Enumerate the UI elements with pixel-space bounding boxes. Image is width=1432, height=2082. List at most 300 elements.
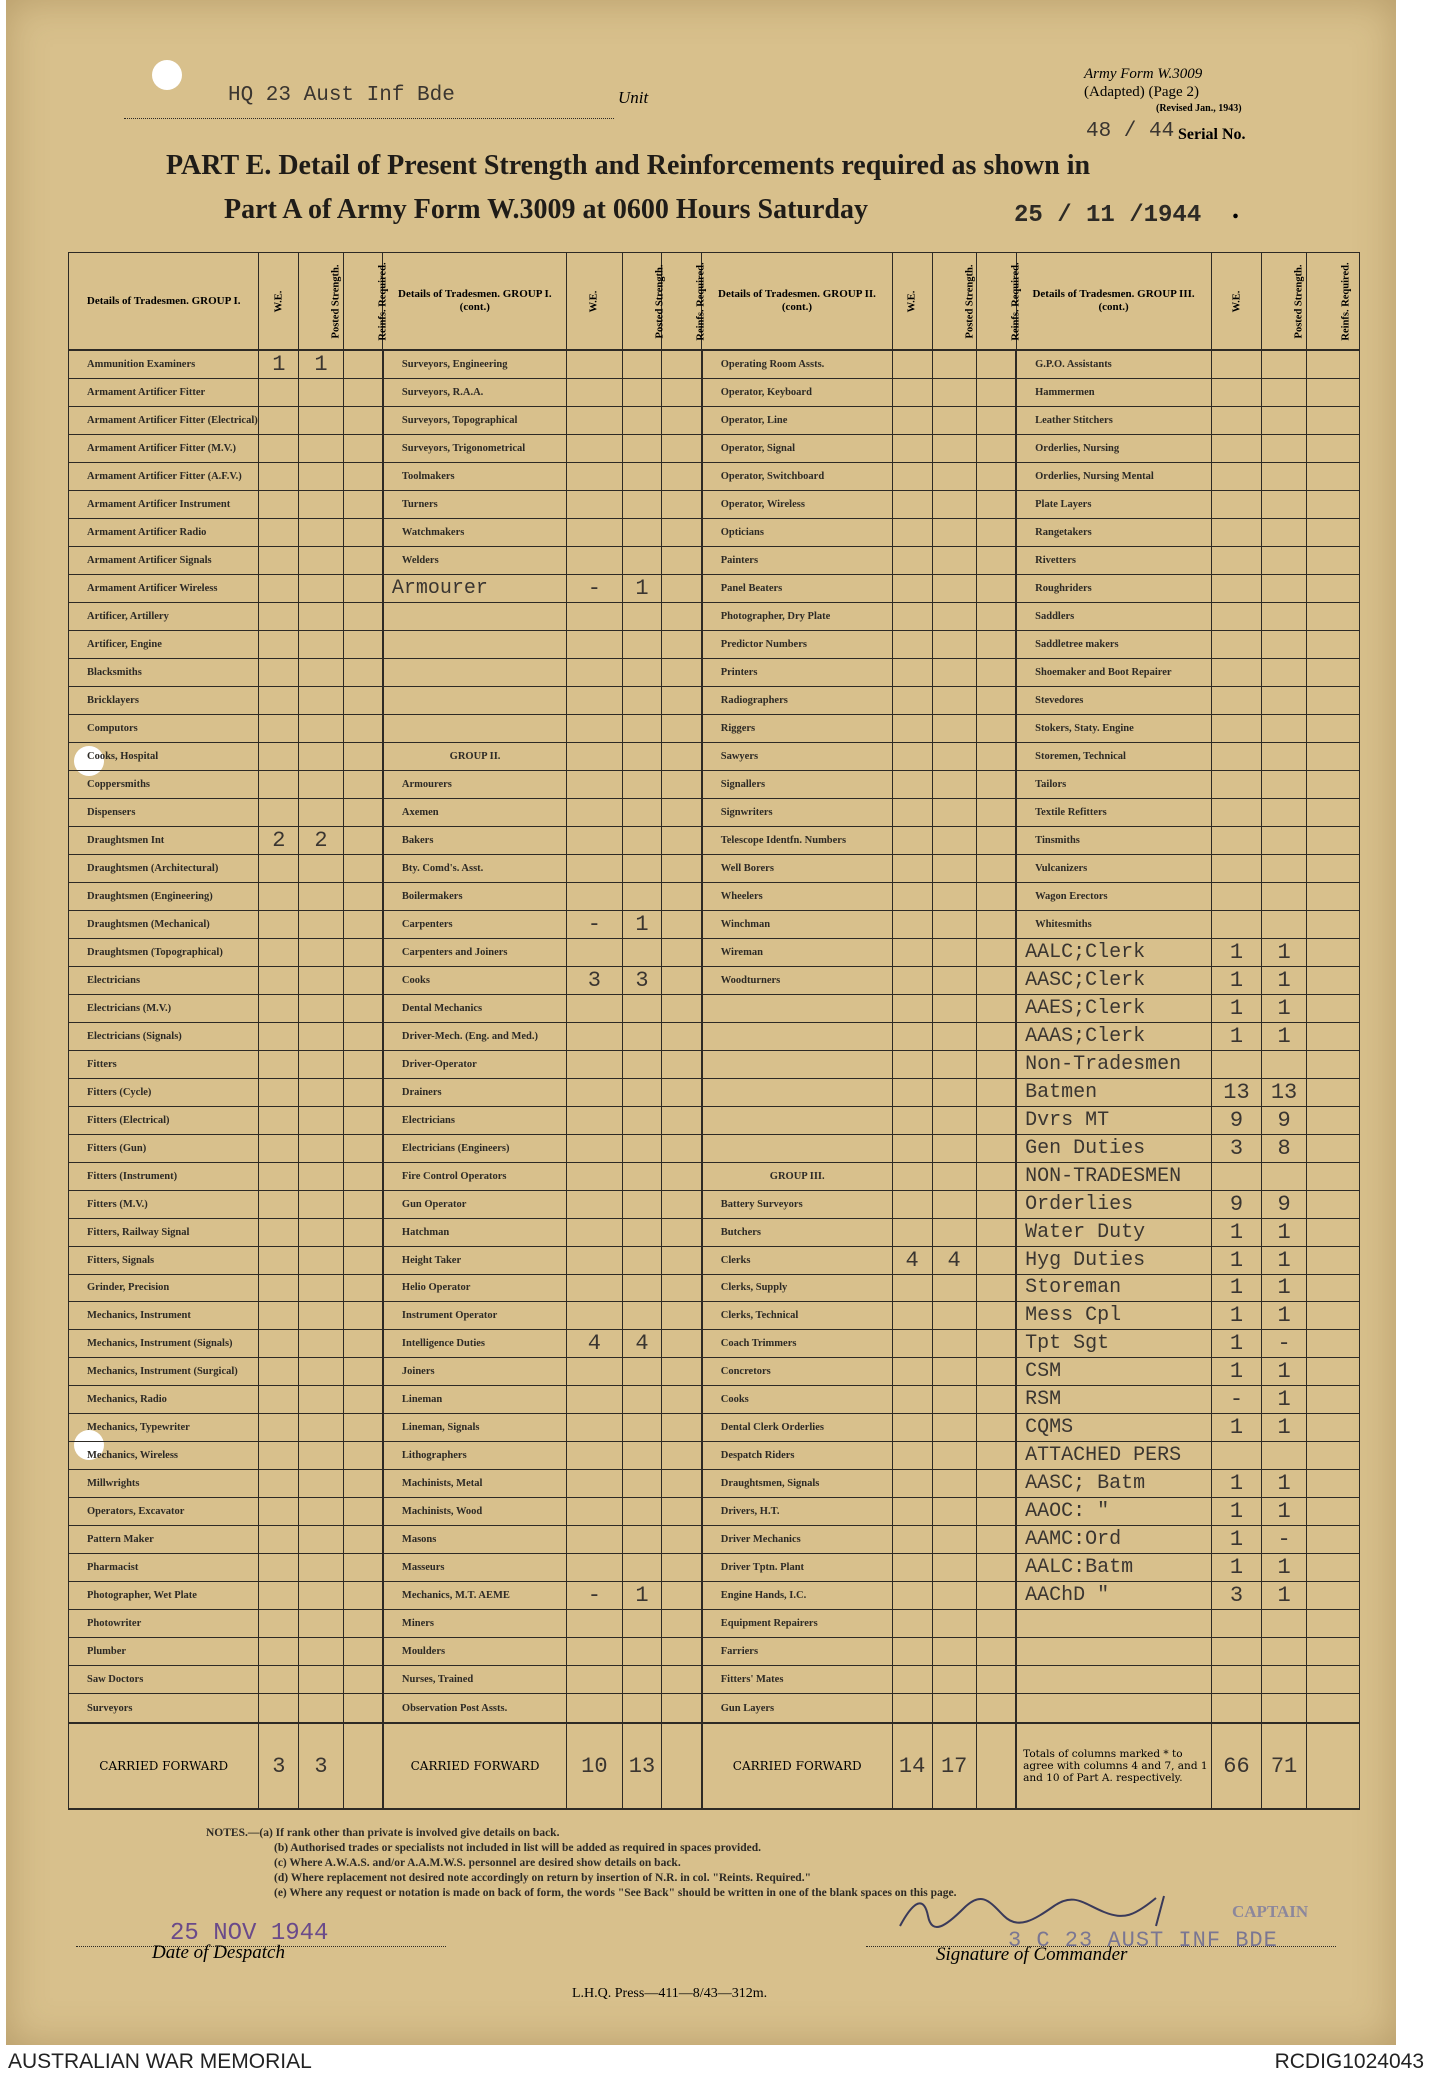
posted-g2c	[932, 798, 976, 826]
reinf-g3c	[1306, 686, 1359, 714]
posted-g2c	[932, 966, 976, 994]
trade-name-g2c: Equipment Repairers	[702, 1610, 892, 1638]
reinf-g1	[343, 630, 383, 658]
reinf-g1c	[662, 994, 702, 1022]
trade-name-g2c: Butchers	[702, 1218, 892, 1246]
we-g3c	[1211, 602, 1262, 630]
trade-name-g1: Pattern Maker	[69, 1526, 259, 1554]
reinf-g1	[343, 966, 383, 994]
form-paper	[6, 0, 1396, 2045]
reinf-g2c	[976, 854, 1016, 882]
trade-name-g3c: NON-TRADESMEN	[1016, 1162, 1211, 1190]
serial-label: Serial No.	[1178, 126, 1246, 143]
despatch-label: Date of Despatch	[152, 1942, 285, 1963]
reinf-g3c	[1306, 1190, 1359, 1218]
we-g2c	[892, 854, 932, 882]
trade-name-g2c: Printers	[702, 658, 892, 686]
reinf-g1	[343, 462, 383, 490]
we-g2c	[892, 1106, 932, 1134]
reinf-g1c	[662, 1610, 702, 1638]
reinf-g1	[343, 1022, 383, 1050]
table-row	[69, 1554, 1360, 1582]
reinf-g1	[343, 714, 383, 742]
we-g1: 2	[259, 826, 299, 854]
we-g1c	[567, 938, 622, 966]
posted-g3c	[1262, 686, 1306, 714]
reinf-g1	[343, 770, 383, 798]
trade-name-g3c: Roughriders	[1016, 574, 1211, 602]
reinf-g1	[343, 1498, 383, 1526]
reinf-g3c	[1306, 714, 1359, 742]
posted-g2c	[932, 994, 976, 1022]
we-g2c	[892, 1386, 932, 1414]
posted-g1c	[622, 742, 662, 770]
posted-g1	[299, 1526, 343, 1554]
trade-name-g3c: AASC; Batm	[1016, 1470, 1211, 1498]
reinf-g3c	[1306, 379, 1359, 407]
reinf-g2c	[976, 770, 1016, 798]
reinf-g1	[343, 518, 383, 546]
reinf-g1c	[662, 1694, 702, 1723]
we-g1	[259, 1106, 299, 1134]
trade-name-g1c: Machinists, Metal	[383, 1470, 567, 1498]
posted-g3c: 1	[1262, 1246, 1306, 1274]
reinf-g2c	[976, 714, 1016, 742]
carried-forward-row	[69, 1723, 1360, 1809]
we-g3c	[1211, 490, 1262, 518]
reinf-g3c	[1306, 1022, 1359, 1050]
table-row	[69, 1246, 1360, 1274]
trade-name-g1c: Electricians (Engineers)	[383, 1134, 567, 1162]
posted-g3c	[1262, 742, 1306, 770]
table-row	[69, 994, 1360, 1022]
trade-name-g1: Fitters (M.V.)	[69, 1190, 259, 1218]
posted-g1: 1	[299, 350, 343, 379]
posted-g2c	[932, 434, 976, 462]
trade-name-g1: Fitters (Gun)	[69, 1134, 259, 1162]
we-g3c: 3	[1211, 1582, 1262, 1610]
reinf-g1c	[662, 1022, 702, 1050]
trade-name-g1: Bricklayers	[69, 686, 259, 714]
we-g1c	[567, 406, 622, 434]
posted-g2c	[932, 1218, 976, 1246]
reinf-g1	[343, 1526, 383, 1554]
trade-name-g3c: AAAS;Clerk	[1016, 1022, 1211, 1050]
trade-name-g1c: Nurses, Trained	[383, 1666, 567, 1694]
reinf-g2c	[976, 1190, 1016, 1218]
reinf-g1	[343, 686, 383, 714]
unit-label: Unit	[618, 88, 649, 107]
posted-g2c	[932, 1078, 976, 1106]
trade-name-g3c: G.P.O. Assistants	[1016, 350, 1211, 379]
reinf-g2c	[976, 1078, 1016, 1106]
trade-name-g1: Armament Artificer Fitter (M.V.)	[69, 434, 259, 462]
we-g2c	[892, 518, 932, 546]
we-g2c	[892, 1582, 932, 1610]
we-g3c	[1211, 1694, 1262, 1723]
we-g1c	[567, 1358, 622, 1386]
we-g1c	[567, 714, 622, 742]
trade-name-g1c: Surveyors, Trigonometrical	[383, 434, 567, 462]
reinf-g2c	[976, 350, 1016, 379]
trade-name-g1c: Boilermakers	[383, 882, 567, 910]
table-row	[69, 882, 1360, 910]
reinf-g3c	[1306, 1330, 1359, 1358]
reinf-g1c	[662, 1302, 702, 1330]
posted-g1	[299, 1470, 343, 1498]
posted-g1c: 1	[622, 574, 662, 602]
reinf-g2c	[976, 1022, 1016, 1050]
posted-g3c: -	[1262, 1526, 1306, 1554]
trade-name-g3c: Vulcanizers	[1016, 854, 1211, 882]
we-g1	[259, 1358, 299, 1386]
posted-g1	[299, 686, 343, 714]
posted-g1	[299, 770, 343, 798]
reinf-g1c	[662, 434, 702, 462]
reinf-g3c	[1306, 1470, 1359, 1498]
we-g2c	[892, 1358, 932, 1386]
col-group1-cont: Details of Tradesmen. GROUP I. (cont.)	[383, 253, 567, 351]
posted-g3c	[1262, 1638, 1306, 1666]
trade-name-g2c: Woodturners	[702, 966, 892, 994]
posted-g3c	[1262, 490, 1306, 518]
we-g3c: 1	[1211, 994, 1262, 1022]
posted-g3c: 1	[1262, 1470, 1306, 1498]
we-g1	[259, 379, 299, 407]
posted-g1c	[622, 882, 662, 910]
trade-name-g1c: Mechanics, M.T. AEME	[383, 1582, 567, 1610]
we-g1	[259, 686, 299, 714]
table-row	[69, 826, 1360, 854]
posted-g1	[299, 1330, 343, 1358]
trade-name-g1: Armament Artificer Wireless	[69, 574, 259, 602]
we-g1c	[567, 462, 622, 490]
trade-name-g2c: Driver Mechanics	[702, 1526, 892, 1554]
we-g3c: 1	[1211, 1358, 1262, 1386]
reinf-g3c	[1306, 882, 1359, 910]
we-g3c	[1211, 1162, 1262, 1190]
posted-g1c	[622, 379, 662, 407]
trade-name-g2c: Clerks	[702, 1246, 892, 1274]
reinf-g3c	[1306, 966, 1359, 994]
posted-g1	[299, 1022, 343, 1050]
reinf-g1	[343, 798, 383, 826]
posted-g1c	[622, 1106, 662, 1134]
we-g2c	[892, 966, 932, 994]
trade-name-g2c: Wireman	[702, 938, 892, 966]
reinf-g2c	[976, 938, 1016, 966]
trade-name-g1: Coppersmiths	[69, 770, 259, 798]
we-g1c	[567, 350, 622, 379]
we-g1	[259, 490, 299, 518]
we-g2c	[892, 630, 932, 658]
reinf-g3c	[1306, 1050, 1359, 1078]
posted-g1	[299, 938, 343, 966]
trade-name-g2c: Photographer, Dry Plate	[702, 602, 892, 630]
reinf-g1c	[662, 770, 702, 798]
reinf-g3c	[1306, 1610, 1359, 1638]
table-row	[69, 1190, 1360, 1218]
we-g1	[259, 994, 299, 1022]
posted-g2c	[932, 518, 976, 546]
trade-name-g2c: Operator, Keyboard	[702, 379, 892, 407]
trade-name-g1: Millwrights	[69, 1470, 259, 1498]
table-row	[69, 1050, 1360, 1078]
we-g3c	[1211, 1638, 1262, 1666]
g2c-we-total: 14	[892, 1723, 932, 1809]
trade-name-g2c: Riggers	[702, 714, 892, 742]
trade-name-g2c: Clerks, Supply	[702, 1274, 892, 1302]
reinf-g1	[343, 1554, 383, 1582]
trade-name-g1c: Welders	[383, 546, 567, 574]
table-row	[69, 1386, 1360, 1414]
we-g1	[259, 1386, 299, 1414]
posted-g1	[299, 462, 343, 490]
punch-hole	[152, 60, 182, 90]
we-g1c: -	[567, 574, 622, 602]
we-g1	[259, 742, 299, 770]
table-row	[69, 966, 1360, 994]
we-g1c	[567, 1162, 622, 1190]
table-row	[69, 574, 1360, 602]
we-g1	[259, 1414, 299, 1442]
table-row	[69, 379, 1360, 407]
trade-name-g2c: Radiographers	[702, 686, 892, 714]
reinf-g3c	[1306, 1078, 1359, 1106]
table-row	[69, 1330, 1360, 1358]
trade-name-g3c: AAES;Clerk	[1016, 994, 1211, 1022]
posted-g1	[299, 1246, 343, 1274]
trade-name-g1c: Helio Operator	[383, 1274, 567, 1302]
posted-g1	[299, 1386, 343, 1414]
we-g3c	[1211, 406, 1262, 434]
posted-g2c	[932, 854, 976, 882]
we-g1	[259, 1218, 299, 1246]
we-g1c	[567, 602, 622, 630]
trade-name-g3c: RSM	[1016, 1386, 1211, 1414]
table-row	[69, 798, 1360, 826]
posted-g3c	[1262, 910, 1306, 938]
we-g2c	[892, 1330, 932, 1358]
posted-g2c	[932, 1442, 976, 1470]
table-row	[69, 714, 1360, 742]
col-g1c-we: W.E.	[567, 253, 622, 351]
we-g3c: 1	[1211, 1330, 1262, 1358]
reinf-g1c	[662, 1498, 702, 1526]
reinf-g2c	[976, 1414, 1016, 1442]
posted-g3c	[1262, 406, 1306, 434]
posted-g1c	[622, 1162, 662, 1190]
posted-g3c	[1262, 826, 1306, 854]
reinf-g1	[343, 1386, 383, 1414]
table-row	[69, 434, 1360, 462]
we-g1	[259, 1022, 299, 1050]
we-g3c	[1211, 630, 1262, 658]
posted-g1	[299, 1638, 343, 1666]
trade-name-g1c: Axemen	[383, 798, 567, 826]
trade-name-g2c: Telescope Identfn. Numbers	[702, 826, 892, 854]
reinf-g1	[343, 882, 383, 910]
we-g3c: 1	[1211, 1526, 1262, 1554]
posted-g1	[299, 854, 343, 882]
posted-g1	[299, 434, 343, 462]
trade-name-g1c: Cooks	[383, 966, 567, 994]
reinf-g1c	[662, 1190, 702, 1218]
we-g1	[259, 1330, 299, 1358]
posted-g3c	[1262, 1162, 1306, 1190]
trade-name-g3c: Orderlies, Nursing Mental	[1016, 462, 1211, 490]
trade-name-g3c: Saddlers	[1016, 602, 1211, 630]
we-g1c	[567, 1274, 622, 1302]
trade-name-g2c: Panel Beaters	[702, 574, 892, 602]
trade-name-g1c: Watchmakers	[383, 518, 567, 546]
reinf-g1	[343, 1190, 383, 1218]
we-g2c	[892, 1050, 932, 1078]
trade-name-g1c: Gun Operator	[383, 1190, 567, 1218]
reinf-g1c	[662, 602, 702, 630]
we-g2c	[892, 434, 932, 462]
trade-name-g1: Armament Artificer Fitter	[69, 379, 259, 407]
trade-name-g2c: Signallers	[702, 770, 892, 798]
posted-g2c	[932, 1274, 976, 1302]
reinf-g2c	[976, 1470, 1016, 1498]
posted-g2c	[932, 910, 976, 938]
posted-g1	[299, 658, 343, 686]
we-g1	[259, 966, 299, 994]
posted-g3c	[1262, 882, 1306, 910]
table-row	[69, 350, 1360, 379]
trade-name-g1: Pharmacist	[69, 1554, 259, 1582]
trade-name-g1c	[383, 714, 567, 742]
we-g1	[259, 1470, 299, 1498]
note-e: (e) Where any request or notation is made on back of form, the words "See Back" should be written in one of the blank spaces on this page.	[274, 1887, 957, 1899]
trade-name-g1: Electricians (Signals)	[69, 1022, 259, 1050]
reinf-g2c	[976, 658, 1016, 686]
reinf-g1	[343, 1442, 383, 1470]
trade-name-g3c: Orderlies	[1016, 1190, 1211, 1218]
posted-g3c	[1262, 1610, 1306, 1638]
trade-name-g2c: Operator, Wireless	[702, 490, 892, 518]
col-g2c-reinf: Reinfs. Required.	[976, 253, 1016, 351]
trade-name-g3c: AAMC:Ord	[1016, 1526, 1211, 1554]
we-g3c: 3	[1211, 1134, 1262, 1162]
trade-name-g3c: ATTACHED PERS	[1016, 1442, 1211, 1470]
posted-g1	[299, 602, 343, 630]
trade-name-g2c: Clerks, Technical	[702, 1302, 892, 1330]
trade-name-g1: Armament Artificer Radio	[69, 518, 259, 546]
posted-g3c: 9	[1262, 1190, 1306, 1218]
table-row	[69, 854, 1360, 882]
trade-name-g2c: Operating Room Assts.	[702, 350, 892, 379]
posted-g2c	[932, 1694, 976, 1723]
reinf-g1	[343, 1610, 383, 1638]
trade-name-g1: Electricians (M.V.)	[69, 994, 259, 1022]
reinf-g3c	[1306, 1442, 1359, 1470]
reinf-g3c	[1306, 462, 1359, 490]
reinf-g3c	[1306, 1582, 1359, 1610]
trade-name-g2c: Concretors	[702, 1358, 892, 1386]
posted-g2c	[932, 1022, 976, 1050]
we-g2c	[892, 882, 932, 910]
we-g2c	[892, 1078, 932, 1106]
posted-g1c	[622, 854, 662, 882]
trade-name-g1c: Intelligence Duties	[383, 1330, 567, 1358]
trade-name-g2c: Driver Tptn. Plant	[702, 1554, 892, 1582]
trade-name-g1c: Surveyors, Engineering	[383, 350, 567, 379]
we-g1	[259, 602, 299, 630]
reinf-g2c	[976, 1386, 1016, 1414]
reinf-g3c	[1306, 770, 1359, 798]
reinf-g2c	[976, 1694, 1016, 1723]
trade-name-g3c: Storemen, Technical	[1016, 742, 1211, 770]
we-g1c	[567, 1022, 622, 1050]
we-g1	[259, 462, 299, 490]
we-g3c	[1211, 1442, 1262, 1470]
trade-name-g2c	[702, 1022, 892, 1050]
reinf-g1	[343, 1358, 383, 1386]
trade-name-g3c: Mess Cpl	[1016, 1302, 1211, 1330]
form-adapted: (Adapted) (Page 2)	[1084, 84, 1199, 100]
reinf-g3c	[1306, 854, 1359, 882]
reinf-g2c	[976, 1666, 1016, 1694]
posted-g1	[299, 742, 343, 770]
trade-name-g1: Mechanics, Instrument (Surgical)	[69, 1358, 259, 1386]
reinf-g1	[343, 1106, 383, 1134]
reinf-g1	[343, 1694, 383, 1723]
we-g1c	[567, 1554, 622, 1582]
trade-name-g1c: Bty. Comd's. Asst.	[383, 854, 567, 882]
trade-name-g1c: Machinists, Wood	[383, 1498, 567, 1526]
reinf-g1c	[662, 714, 702, 742]
we-g1	[259, 518, 299, 546]
note-a: NOTES.—(a) If rank other than private is involved give details on back.	[206, 1827, 560, 1839]
posted-g3c	[1262, 714, 1306, 742]
posted-g3c: 8	[1262, 1134, 1306, 1162]
we-g3c	[1211, 546, 1262, 574]
trade-name-g3c	[1016, 1638, 1211, 1666]
table-row	[69, 910, 1360, 938]
we-g1	[259, 1162, 299, 1190]
g1-we-total: 3	[259, 1723, 299, 1809]
posted-g2c	[932, 1666, 976, 1694]
reinf-g1c	[662, 798, 702, 826]
col-group1: Details of Tradesmen. GROUP I.	[69, 253, 259, 351]
we-g1c	[567, 1442, 622, 1470]
we-g1	[259, 406, 299, 434]
trade-name-g1: Draughtsmen (Mechanical)	[69, 910, 259, 938]
trade-name-g1: Fitters, Signals	[69, 1246, 259, 1274]
we-g3c	[1211, 1050, 1262, 1078]
trade-name-g1c: Toolmakers	[383, 462, 567, 490]
trade-name-g3c: CQMS	[1016, 1414, 1211, 1442]
reinf-g3c	[1306, 1414, 1359, 1442]
posted-g2c	[932, 1330, 976, 1358]
reinf-g1	[343, 1582, 383, 1610]
table-row	[69, 1582, 1360, 1610]
we-g1c	[567, 379, 622, 407]
posted-g2c	[932, 379, 976, 407]
posted-g1	[299, 994, 343, 1022]
we-g1c	[567, 1666, 622, 1694]
reinf-g1	[343, 350, 383, 379]
we-g1c	[567, 1050, 622, 1078]
trade-name-g3c: AALC:Batm	[1016, 1554, 1211, 1582]
reinf-g1	[343, 1050, 383, 1078]
we-g2c	[892, 546, 932, 574]
posted-g1	[299, 714, 343, 742]
trade-name-g3c	[1016, 1666, 1211, 1694]
we-g2c	[892, 994, 932, 1022]
